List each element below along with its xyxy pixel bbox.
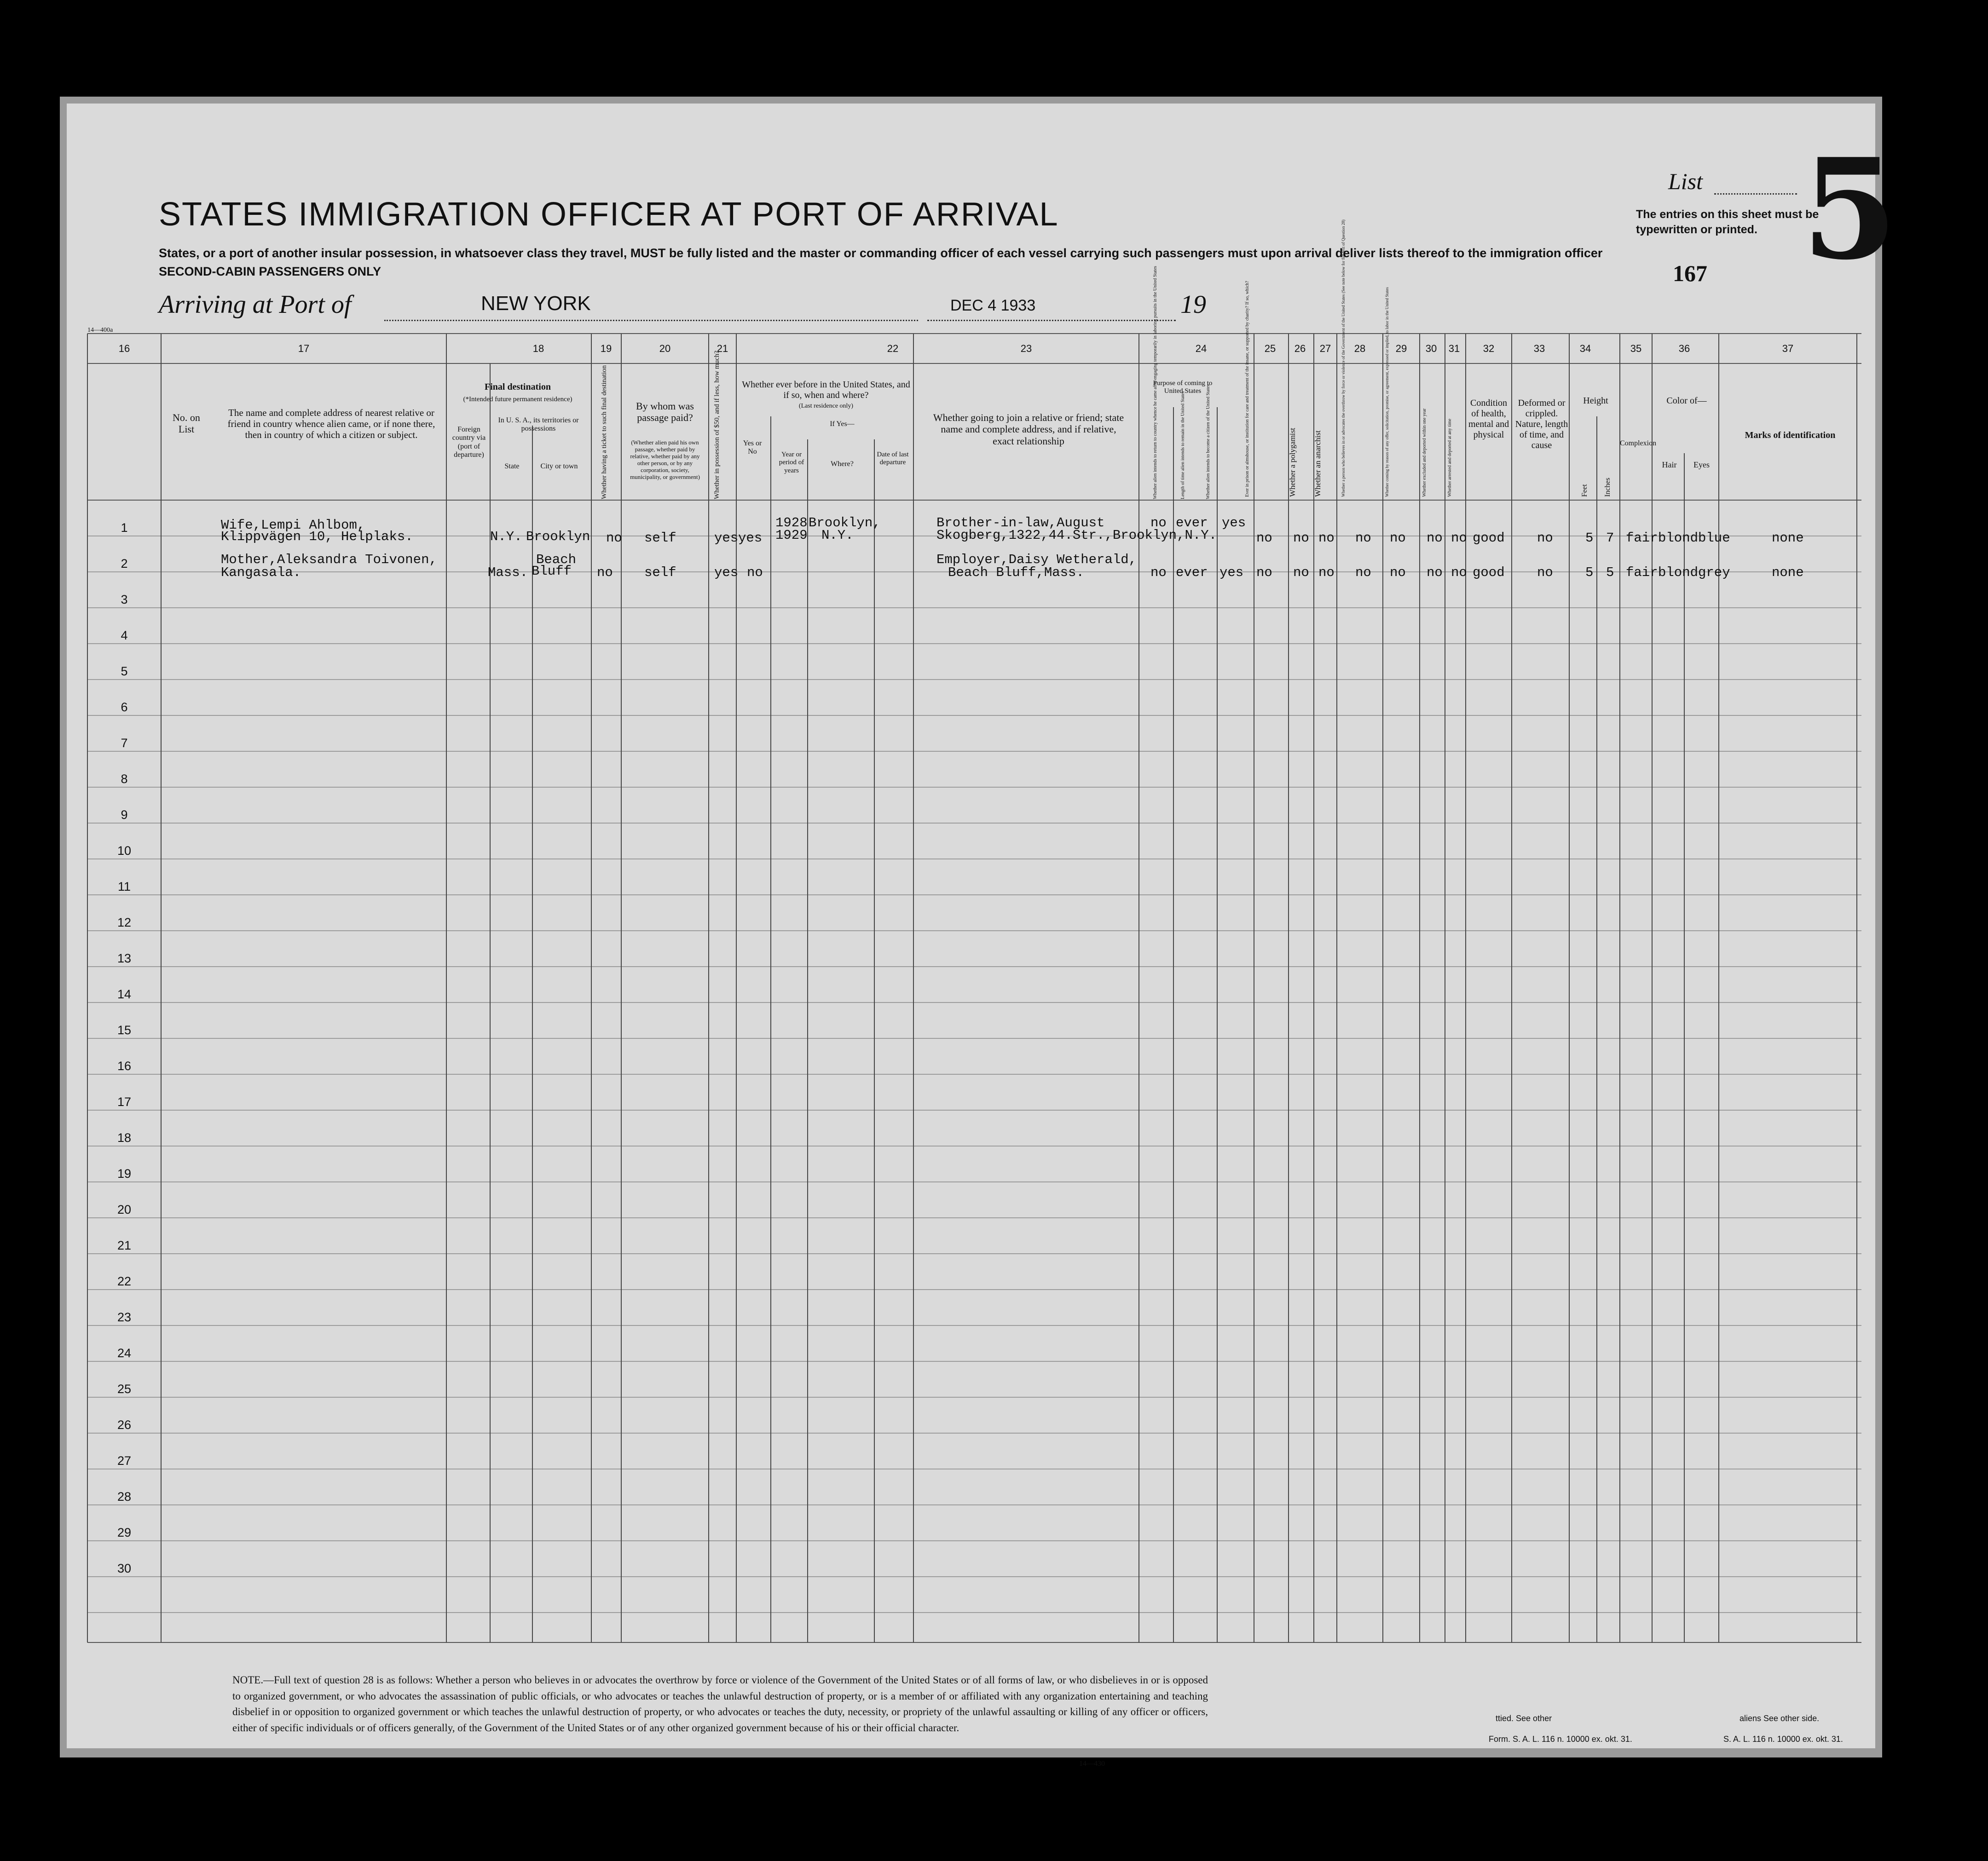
column-number: 27: [1319, 343, 1331, 354]
column-number: 32: [1483, 343, 1495, 354]
polygamist: no: [1293, 530, 1309, 546]
money-50: yes: [714, 565, 739, 580]
question-28-note: NOTE.—Full text of question 28 is as follows: Whether a person who believes in or advocates the overthrow by force or violence of the Government of the United States or of all forms of law, or who disbelieves in or is opposed to organized government, or who advocates the assassination of public officials, or who advocates or teaches the unlawful destruction of property, or is a member of or affiliated with any organization entertaining and teaching disbelief in or opposition to organized government or which teaches the unlawful destruction of property, or who advocates or teaches the duty, necessity, or propriety of the unlawful assaulting or killing of any officer or officers, either of specific individuals or of officers generally, of the Government of the United States or of any other organized government because of his or their official character.: [232, 1674, 1208, 1734]
excluded: no: [1427, 530, 1443, 546]
where-before: Brooklyn,: [809, 515, 881, 530]
header-state: State: [504, 462, 520, 470]
column-number: 24: [1195, 343, 1207, 354]
eye-color: blue: [1698, 530, 1730, 546]
prison: no: [1256, 530, 1272, 546]
purpose-length: ever: [1176, 565, 1208, 580]
height-inches: 5: [1606, 565, 1614, 580]
column-number: 25: [1264, 343, 1276, 354]
row-number: 6: [121, 700, 128, 714]
overthrow: no: [1355, 530, 1371, 546]
cabin-class: SECOND-CABIN PASSENGERS ONLY: [159, 265, 381, 278]
height-feet: 5: [1585, 565, 1594, 580]
years: 1928: [775, 515, 808, 530]
row-number: 30: [117, 1561, 132, 1575]
deformed: no: [1537, 565, 1553, 580]
dest-city: Beach: [536, 552, 577, 567]
row-number: 14: [117, 987, 132, 1001]
purpose-return: no: [1150, 565, 1167, 580]
header-yes-no: Yes or No: [743, 439, 762, 456]
excluded: no: [1427, 565, 1443, 580]
purpose-return: no: [1150, 515, 1167, 530]
column-number: 26: [1294, 343, 1306, 354]
column-number: 36: [1678, 343, 1690, 354]
purpose-citizen: yes: [1222, 515, 1246, 530]
row-number: 20: [117, 1203, 132, 1216]
row-number: 24: [117, 1346, 132, 1360]
height-inches: 7: [1606, 530, 1614, 546]
row-number: 17: [117, 1095, 132, 1109]
where-before-2: N.Y.: [821, 528, 854, 543]
row-number: 23: [117, 1310, 132, 1324]
joining-person: Brother-in-law,August: [936, 515, 1105, 530]
purpose-citizen: yes: [1219, 565, 1244, 580]
ticket: no: [597, 565, 613, 580]
header-col27: Whether an anarchist: [1313, 430, 1322, 497]
dest-state: N.Y.: [490, 529, 522, 544]
header-col18-sub: (*Intended future permanent residence): [463, 396, 572, 403]
header-col20: By whom was passage paid?: [636, 400, 694, 424]
row-number: 11: [117, 880, 131, 893]
header-col24: Purpose of coming to United States: [1153, 380, 1213, 395]
purpose-length: ever: [1176, 515, 1208, 530]
polygamist: no: [1293, 565, 1309, 580]
header-col25: Ever in prison or almshouse, or institution for care and treatment of the insane, or supported by charity? If so, which?: [1245, 281, 1250, 497]
passage-paid: self: [644, 565, 676, 580]
anarchist: no: [1318, 530, 1335, 546]
row-number: 29: [117, 1526, 132, 1539]
joining-person: Employer,Daisy Wetherald,: [936, 552, 1137, 567]
relative-address: Klippvägen 10, Helplaks.: [221, 529, 413, 544]
row-number: 15: [117, 1023, 132, 1037]
form-number-right: S. A. L. 116 n. 10000 ex. okt. 31.: [1723, 1734, 1843, 1744]
identification-marks: none: [1772, 530, 1804, 546]
header-col33: Deformed or crippled. Nature, length of time, and cause: [1515, 398, 1568, 450]
row-number: 7: [121, 736, 128, 750]
header-col21: Whether in possession of $50, and if less, how much?: [713, 351, 721, 499]
header-col19: Whether having a ticket to such final destination: [601, 365, 608, 499]
anarchist: no: [1318, 565, 1335, 580]
column-number: 17: [298, 343, 310, 354]
row-number: 22: [117, 1274, 132, 1288]
dest-city-2: Bluff: [532, 564, 572, 579]
header-col17: The name and complete address of nearest relative or friend in country whence alien came, or if none there, then in country of which a citizen or subject.: [227, 407, 435, 441]
header-year-period: Year or period of years: [779, 451, 804, 474]
column-number: 23: [1020, 343, 1032, 354]
eye-color: grey: [1698, 565, 1730, 580]
row-number: 27: [117, 1454, 132, 1468]
row-number: 26: [117, 1418, 132, 1432]
header-last-departure: Date of last departure: [877, 451, 909, 467]
page-title: STATES IMMIGRATION OFFICER AT PORT OF ARRIVAL: [159, 196, 1059, 233]
health: good: [1473, 565, 1505, 580]
header-where: Where?: [831, 460, 854, 468]
header-purpose-citizen: Whether alien intends to become a citizen of the United States: [1206, 384, 1211, 499]
row-number: 2: [121, 557, 128, 570]
list-number: 5: [1802, 128, 1898, 290]
column-number: 37: [1782, 343, 1794, 354]
year-prefix: 19: [1180, 290, 1206, 319]
column-number: 28: [1354, 343, 1366, 354]
header-purpose-length: Length of time alien intends to remain in the United States: [1180, 391, 1185, 499]
row-number: 10: [117, 844, 132, 858]
complexion: fair: [1626, 530, 1658, 546]
row-number: 5: [121, 664, 128, 678]
row-number: 1: [121, 521, 128, 535]
column-number: 29: [1395, 343, 1407, 354]
years-2: 1929: [775, 528, 808, 543]
sheet-number: 167: [1673, 260, 1707, 286]
header-if-yes: If Yes—: [830, 420, 855, 428]
list-note: The entries on this sheet must be typewritten or printed.: [1636, 208, 1819, 236]
row-number: 8: [121, 772, 128, 786]
hair-color: blond: [1658, 530, 1699, 546]
hair-color: blond: [1658, 565, 1699, 580]
column-number: 19: [600, 343, 612, 354]
arriving-label: Arriving at Port of: [159, 290, 352, 319]
joining-address: Skogberg,1322,44.Str.,Brooklyn,N.Y.: [936, 528, 1217, 543]
labor-offer: no: [1390, 530, 1406, 546]
row-number: 25: [117, 1382, 132, 1396]
header-foreign-country: Foreign country via (port of departure): [452, 426, 486, 459]
form-number-left: Form. S. A. L. 116 n. 10000 ex. okt. 31.: [1489, 1734, 1632, 1744]
column-number: 33: [1533, 343, 1545, 354]
prison: no: [1256, 565, 1272, 580]
header-col16: No. on List: [173, 412, 200, 435]
column-number: 18: [532, 343, 544, 354]
column-number: 16: [118, 343, 130, 354]
row-number: 18: [117, 1131, 132, 1145]
row-number: 16: [117, 1059, 132, 1073]
overthrow: no: [1355, 565, 1371, 580]
header-col35: Complexion: [1620, 439, 1657, 447]
manifest-sheet: [67, 104, 1898, 1768]
identification-marks: none: [1772, 565, 1804, 580]
list-label: List: [1668, 168, 1703, 194]
arrested: no: [1451, 530, 1467, 546]
row-number: 9: [121, 808, 128, 822]
column-number: 22: [887, 343, 899, 354]
height-feet: 5: [1585, 530, 1594, 546]
header-col22: Whether ever before in the United States, and if so, when and where?: [742, 380, 910, 400]
header-col34: Height: [1583, 396, 1608, 406]
deformed: no: [1537, 530, 1553, 546]
row-number: 13: [117, 951, 132, 965]
column-number: 31: [1448, 343, 1460, 354]
relative-name: Mother,Aleksandra Toivonen,: [221, 552, 437, 567]
header-purpose-return: Whether alien intends to return to country whence he came after engaging temporarily in laboring pursuits in the United States: [1153, 266, 1158, 499]
see-other-right: aliens See other side.: [1740, 1714, 1820, 1723]
joining-address: Beach Bluff,Mass.: [948, 565, 1084, 580]
column-number: 34: [1579, 343, 1591, 354]
header-col20-sub: (Whether alien paid his own passage, whether paid by relative, whether paid by any other person, or by any corporation, society, municipality, or government): [630, 439, 700, 480]
header-col37: Marks of identification: [1745, 430, 1836, 440]
header-col31: Whether arrested and deported at any time: [1447, 419, 1452, 497]
table-grid: [67, 104, 1875, 1748]
header-col32: Condition of health, mental and physical: [1468, 398, 1509, 440]
relative-address: Kangasala.: [221, 565, 301, 580]
arrested: no: [1451, 565, 1467, 580]
row-number: 19: [117, 1167, 132, 1181]
dest-state: Mass.: [488, 565, 528, 580]
note-form-code: 14—430: [1079, 1760, 1105, 1768]
see-other-left: ttied. See other: [1496, 1714, 1552, 1723]
complexion: fair: [1626, 565, 1658, 580]
header-col28: Whether a person who believes in or advocates the overthrow by force or violence of the Government of the United States (See note below for full text of Question 28): [1341, 219, 1346, 497]
header-col22-sub: (Last residence only): [798, 403, 854, 409]
labor-offer: no: [1390, 565, 1406, 580]
passage-paid: self: [644, 530, 676, 546]
date-value: DEC 4 1933: [950, 297, 1036, 314]
header-col18: Final destination: [485, 382, 551, 392]
header-city: City or town: [540, 462, 578, 470]
header-inches: Inches: [1604, 478, 1612, 497]
header-col23: Whether going to join a relative or friend; state name and complete address, and if relative, exact relationship: [933, 412, 1124, 447]
intro-text: States, or a port of another insular possession, in whatsoever class they travel, MUST be fully listed and the master or commanding officer of each vessel carrying such passengers must upon arrival deliver lists thereof to the immigration officer: [159, 246, 1603, 260]
ticket: no: [606, 530, 622, 546]
port-value: NEW YORK: [481, 292, 591, 315]
column-number: 35: [1630, 343, 1642, 354]
header-eyes: Eyes: [1693, 460, 1710, 469]
dest-city: Brooklyn: [526, 529, 590, 544]
money-50: yes: [714, 530, 739, 546]
column-number: 30: [1425, 343, 1437, 354]
header-feet: Feet: [1581, 484, 1589, 497]
before-in-us: no: [747, 565, 763, 580]
row-number: 4: [121, 628, 128, 642]
column-number: 20: [659, 343, 671, 354]
row-number: 21: [117, 1239, 132, 1252]
form-code: 14—400a: [87, 327, 113, 334]
row-number: 3: [121, 593, 128, 606]
row-number: 28: [117, 1490, 132, 1504]
relative-name: Wife,Lempi Ahlbom,: [221, 518, 365, 533]
column-number: 21: [717, 343, 728, 354]
header-hair: Hair: [1662, 460, 1677, 469]
header-col26: Whether a polygamist: [1288, 427, 1297, 497]
row-number: 12: [117, 916, 132, 929]
health: good: [1473, 530, 1505, 546]
before-in-us: yes: [738, 530, 763, 546]
header-in-usa: In U. S. A., its territories or possessions: [498, 416, 579, 433]
header-col29: Whether coming by reason of any offer, solicitation, promise, or agreement, expressed or implied, to labor in the United States: [1385, 287, 1389, 497]
header-col36: Color of—: [1666, 396, 1707, 406]
header-col30: Whether excluded and deported within one year: [1422, 408, 1427, 497]
